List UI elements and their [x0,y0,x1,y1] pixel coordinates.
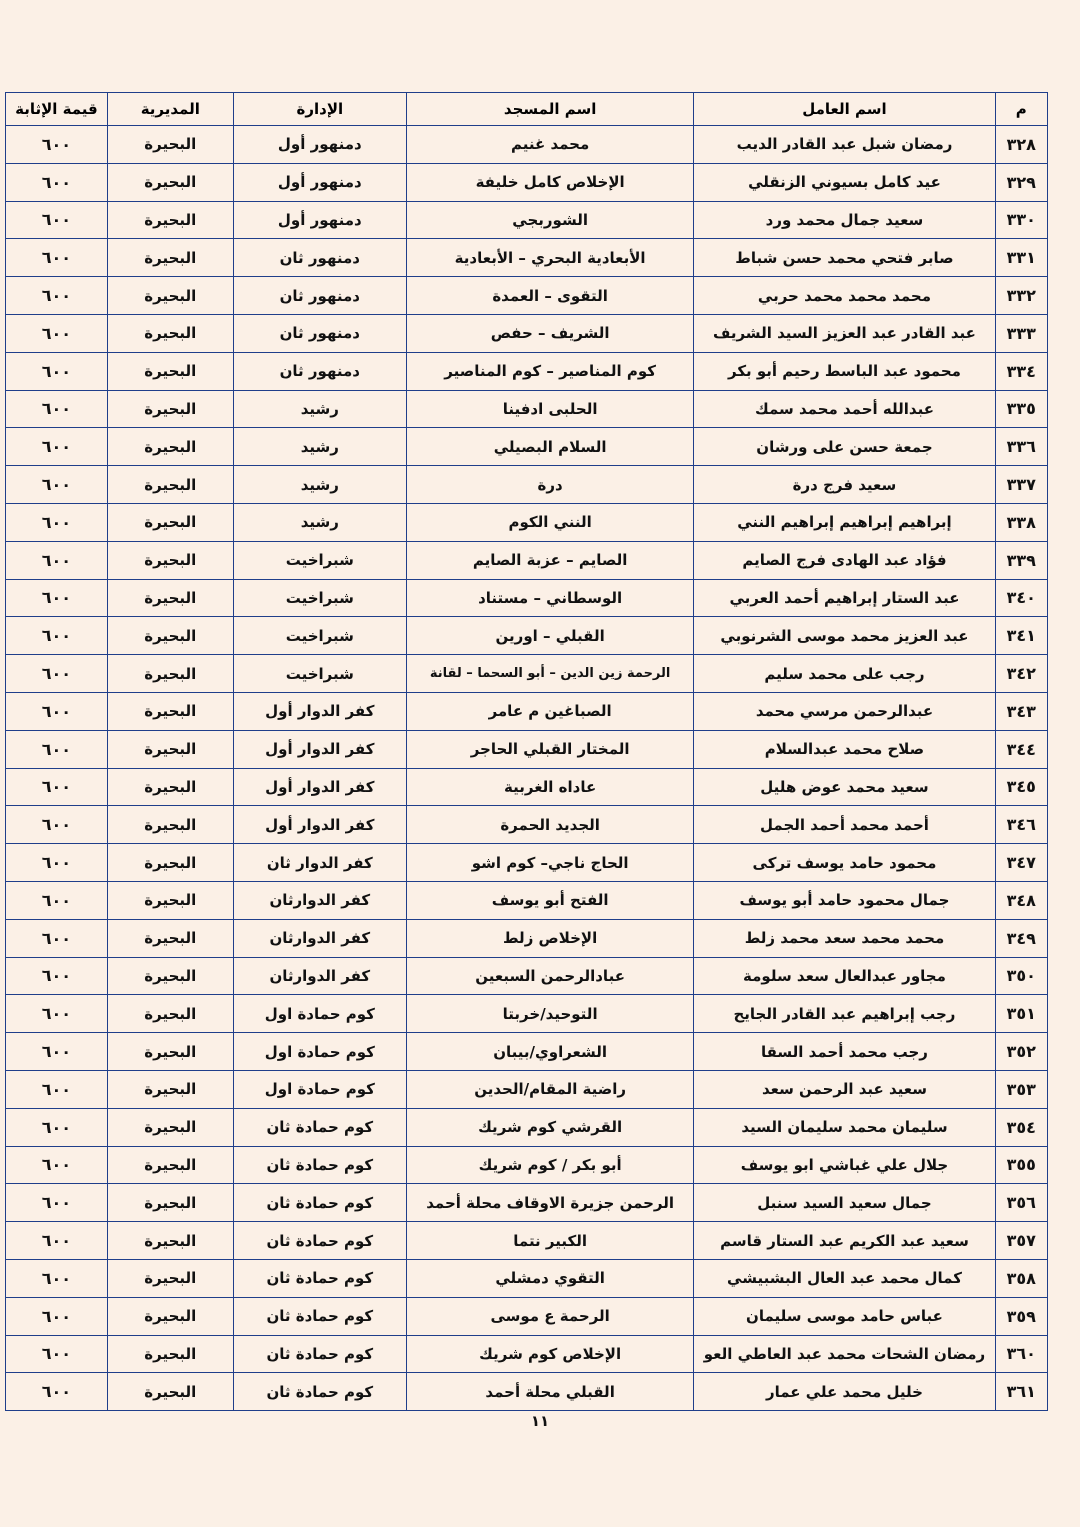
page-number: ١١ [530,1412,550,1430]
cell-directorate: البحيرة [107,1146,233,1184]
cell-directorate: البحيرة [107,201,233,239]
cell-directorate: البحيرة [107,314,233,352]
cell-num: ٣٤٥ [995,768,1047,806]
cell-reward-value: ٦٠٠ [6,352,108,390]
cell-directorate: البحيرة [107,655,233,693]
cell-num: ٣٥٩ [995,1297,1047,1335]
cell-administration: كفر الدوارثان [233,957,406,995]
table-row [6,352,1048,390]
cell-reward-value: ٦٠٠ [6,881,108,919]
cell-num: ٣٦٠ [995,1335,1047,1373]
cell-directorate: البحيرة [107,692,233,730]
cell-worker-name: عباس حامد موسى سليمان [694,1297,995,1335]
cell-administration: دمنهور ثان [233,239,406,277]
table-row [6,1222,1048,1260]
cell-directorate: البحيرة [107,844,233,882]
cell-directorate: البحيرة [107,541,233,579]
cell-administration: دمنهور ثان [233,314,406,352]
cell-mosque-name: الحاج ناجي– كوم اشو [406,844,694,882]
cell-administration: كفر الدوار ثان [233,844,406,882]
rewards-table [5,92,1048,1411]
cell-mosque-name: السلام البصيلي [406,428,694,466]
cell-mosque-name: الشوربجي [406,201,694,239]
header-mosque-name: اسم المسجد [406,93,694,126]
cell-mosque-name: الرحمن جزيرة الاوقاف محلة أحمد [406,1184,694,1222]
table-row [6,655,1048,693]
cell-worker-name: محمد محمد محمد حربي [694,277,995,315]
cell-mosque-name: الصباغين م عامر [406,692,694,730]
cell-mosque-name: الرحمة زين الدين – أبو السحما – لقانة [406,655,694,693]
cell-worker-name: سعيد محمد عوض هليل [694,768,995,806]
rewards-table-container [5,92,1048,1411]
cell-reward-value: ٦٠٠ [6,466,108,504]
cell-reward-value: ٦٠٠ [6,806,108,844]
cell-administration: رشيد [233,390,406,428]
cell-administration: دمنهور أول [233,126,406,164]
cell-mosque-name: النني الكوم [406,503,694,541]
cell-administration: دمنهور أول [233,163,406,201]
cell-mosque-name: الحلبى ادفينا [406,390,694,428]
cell-num: ٣٥٤ [995,1108,1047,1146]
cell-num: ٣٤٠ [995,579,1047,617]
cell-num: ٣٣٤ [995,352,1047,390]
cell-directorate: البحيرة [107,1335,233,1373]
cell-administration: كفر الدوار أول [233,768,406,806]
header-directorate: المديرية [107,93,233,126]
table-row [6,466,1048,504]
table-row [6,881,1048,919]
cell-worker-name: سعيد عبد الرحمن سعد [694,1070,995,1108]
cell-mosque-name: كوم المناصير – كوم المناصير [406,352,694,390]
cell-worker-name: عبدالله أحمد محمد سمك [694,390,995,428]
cell-num: ٣٣٠ [995,201,1047,239]
cell-mosque-name: القبلي محلة أحمد [406,1373,694,1411]
cell-worker-name: سليمان محمد سليمان السيد [694,1108,995,1146]
cell-num: ٣٥٢ [995,1033,1047,1071]
table-row [6,692,1048,730]
table-row [6,1373,1048,1411]
cell-reward-value: ٦٠٠ [6,1033,108,1071]
cell-administration: كوم حمادة اول [233,1033,406,1071]
cell-mosque-name: عاداه الغربية [406,768,694,806]
cell-administration: دمنهور ثان [233,352,406,390]
cell-mosque-name: الجديد الحمرة [406,806,694,844]
cell-administration: رشيد [233,466,406,504]
cell-mosque-name: التقوي دمشلي [406,1259,694,1297]
cell-num: ٣٤٦ [995,806,1047,844]
cell-mosque-name: الإخلاص كوم شريك [406,1335,694,1373]
cell-worker-name: صلاح محمد عبدالسلام [694,730,995,768]
cell-worker-name: جلال علي غباشي ابو يوسف [694,1146,995,1184]
header-worker-name: اسم العامل [694,93,995,126]
table-row [6,844,1048,882]
cell-directorate: البحيرة [107,1297,233,1335]
cell-administration: شبراخيت [233,579,406,617]
cell-num: ٣٥١ [995,995,1047,1033]
table-row [6,1146,1048,1184]
cell-num: ٣٥٨ [995,1259,1047,1297]
cell-administration: رشيد [233,503,406,541]
cell-directorate: البحيرة [107,277,233,315]
table-row [6,1033,1048,1071]
cell-worker-name: عيد كامل بسيوني الزنقلي [694,163,995,201]
cell-directorate: البحيرة [107,806,233,844]
cell-directorate: البحيرة [107,239,233,277]
cell-reward-value: ٦٠٠ [6,1259,108,1297]
table-row [6,1108,1048,1146]
cell-reward-value: ٦٠٠ [6,1108,108,1146]
cell-worker-name: مجاور عبدالعال سعد سلومة [694,957,995,995]
cell-worker-name: سعيد فرج درة [694,466,995,504]
cell-directorate: البحيرة [107,466,233,504]
cell-num: ٣٤٩ [995,919,1047,957]
table-row [6,541,1048,579]
cell-administration: كوم حمادة اول [233,995,406,1033]
cell-num: ٣٥٣ [995,1070,1047,1108]
cell-directorate: البحيرة [107,390,233,428]
table-row [6,1070,1048,1108]
table-row [6,957,1048,995]
cell-mosque-name: الوسطاني – مستناد [406,579,694,617]
cell-directorate: البحيرة [107,957,233,995]
cell-mosque-name: التوحيد/خربتا [406,995,694,1033]
cell-reward-value: ٦٠٠ [6,844,108,882]
cell-worker-name: رجب إبراهيم عبد القادر الجايح [694,995,995,1033]
cell-directorate: البحيرة [107,1184,233,1222]
cell-directorate: البحيرة [107,919,233,957]
cell-num: ٣٣٩ [995,541,1047,579]
cell-reward-value: ٦٠٠ [6,1297,108,1335]
cell-administration: كفر الدوار أول [233,730,406,768]
table-row [6,390,1048,428]
cell-num: ٣٢٨ [995,126,1047,164]
table-row [6,1297,1048,1335]
cell-num: ٣٤١ [995,617,1047,655]
cell-worker-name: سعيد جمال محمد ورد [694,201,995,239]
cell-reward-value: ٦٠٠ [6,957,108,995]
cell-num: ٣٦١ [995,1373,1047,1411]
cell-directorate: البحيرة [107,1259,233,1297]
cell-reward-value: ٦٠٠ [6,692,108,730]
cell-directorate: البحيرة [107,730,233,768]
cell-reward-value: ٦٠٠ [6,126,108,164]
cell-mosque-name: الصايم – عزبة الصايم [406,541,694,579]
cell-mosque-name: درة [406,466,694,504]
cell-num: ٣٢٩ [995,163,1047,201]
cell-reward-value: ٦٠٠ [6,1070,108,1108]
cell-administration: كوم حمادة ثان [233,1335,406,1373]
cell-num: ٣٣٥ [995,390,1047,428]
cell-mosque-name: أبو بكر / كوم شريك [406,1146,694,1184]
cell-administration: شبراخيت [233,617,406,655]
cell-num: ٣٥٥ [995,1146,1047,1184]
cell-administration: كوم حمادة اول [233,1070,406,1108]
cell-mosque-name: الرحمة ع موسى [406,1297,694,1335]
cell-reward-value: ٦٠٠ [6,1373,108,1411]
cell-num: ٣٣٢ [995,277,1047,315]
cell-administration: دمنهور أول [233,201,406,239]
cell-reward-value: ٦٠٠ [6,1335,108,1373]
cell-reward-value: ٦٠٠ [6,277,108,315]
cell-administration: كوم حمادة ثان [233,1108,406,1146]
cell-directorate: البحيرة [107,768,233,806]
table-row [6,277,1048,315]
cell-mosque-name: القرشي كوم شريك [406,1108,694,1146]
cell-num: ٣٣٨ [995,503,1047,541]
header-reward-value: قيمة الإثابة [6,93,108,126]
cell-administration: كوم حمادة ثان [233,1373,406,1411]
cell-mosque-name: التقوى – العمدة [406,277,694,315]
header-administration: الإدارة [233,93,406,126]
cell-mosque-name: الشعراوي/بيبان [406,1033,694,1071]
cell-worker-name: محمد محمد سعد محمد زلط [694,919,995,957]
table-row [6,730,1048,768]
cell-worker-name: عبد القادر عبد العزيز السيد الشريف [694,314,995,352]
table-row [6,1184,1048,1222]
cell-directorate: البحيرة [107,163,233,201]
cell-reward-value: ٦٠٠ [6,579,108,617]
table-row [6,239,1048,277]
table-row [6,163,1048,201]
cell-mosque-name: الأبعادية البحري – الأبعادية [406,239,694,277]
cell-reward-value: ٦٠٠ [6,428,108,466]
cell-directorate: البحيرة [107,617,233,655]
cell-reward-value: ٦٠٠ [6,655,108,693]
cell-worker-name: جمال محمود حامد أبو يوسف [694,881,995,919]
table-row [6,579,1048,617]
cell-worker-name: رمضان الشحات محمد عبد العاطي العو [694,1335,995,1373]
cell-reward-value: ٦٠٠ [6,1184,108,1222]
cell-worker-name: سعيد عبد الكريم عبد الستار قاسم [694,1222,995,1260]
cell-reward-value: ٦٠٠ [6,163,108,201]
cell-reward-value: ٦٠٠ [6,1146,108,1184]
cell-num: ٣٣٣ [995,314,1047,352]
cell-worker-name: خليل محمد علي عمار [694,1373,995,1411]
cell-worker-name: رجب على محمد سليم [694,655,995,693]
cell-reward-value: ٦٠٠ [6,239,108,277]
cell-num: ٣٣٧ [995,466,1047,504]
cell-directorate: البحيرة [107,503,233,541]
cell-reward-value: ٦٠٠ [6,730,108,768]
cell-directorate: البحيرة [107,1033,233,1071]
cell-reward-value: ٦٠٠ [6,1222,108,1260]
cell-directorate: البحيرة [107,1373,233,1411]
cell-administration: شبراخيت [233,655,406,693]
cell-directorate: البحيرة [107,126,233,164]
cell-num: ٣٣٦ [995,428,1047,466]
cell-administration: كفر الدوار أول [233,806,406,844]
cell-directorate: البحيرة [107,1222,233,1260]
cell-reward-value: ٦٠٠ [6,314,108,352]
cell-num: ٣٤٤ [995,730,1047,768]
cell-worker-name: رجب محمد أحمد السقا [694,1033,995,1071]
cell-worker-name: عبدالرحمن مرسي محمد [694,692,995,730]
header-num: م [995,93,1047,126]
cell-num: ٣٤٣ [995,692,1047,730]
cell-directorate: البحيرة [107,995,233,1033]
cell-reward-value: ٦٠٠ [6,919,108,957]
cell-reward-value: ٦٠٠ [6,390,108,428]
cell-reward-value: ٦٠٠ [6,995,108,1033]
table-row [6,201,1048,239]
cell-mosque-name: راضية المقام/الحدين [406,1070,694,1108]
cell-mosque-name: الإخلاص كامل خليفة [406,163,694,201]
cell-num: ٣٥٧ [995,1222,1047,1260]
cell-administration: دمنهور ثان [233,277,406,315]
table-row [6,1335,1048,1373]
cell-administration: كوم حمادة ثان [233,1297,406,1335]
cell-worker-name: محمود حامد يوسف تركى [694,844,995,882]
cell-worker-name: جمال سعيد السيد سنبل [694,1184,995,1222]
cell-worker-name: صابر فتحي محمد حسن شباط [694,239,995,277]
cell-mosque-name: الفتح أبو يوسف [406,881,694,919]
cell-administration: كفر الدوارثان [233,919,406,957]
cell-reward-value: ٦٠٠ [6,503,108,541]
table-row [6,995,1048,1033]
table-row [6,314,1048,352]
cell-reward-value: ٦٠٠ [6,768,108,806]
cell-reward-value: ٦٠٠ [6,617,108,655]
cell-administration: كوم حمادة ثان [233,1146,406,1184]
cell-num: ٣٥٠ [995,957,1047,995]
cell-administration: كفر الدوارثان [233,881,406,919]
cell-mosque-name: محمد غنيم [406,126,694,164]
table-row [6,1259,1048,1297]
cell-directorate: البحيرة [107,1108,233,1146]
cell-mosque-name: الإخلاص زلط [406,919,694,957]
cell-directorate: البحيرة [107,881,233,919]
cell-worker-name: فؤاد عبد الهادى فرج الصايم [694,541,995,579]
cell-num: ٣٤٧ [995,844,1047,882]
cell-reward-value: ٦٠٠ [6,541,108,579]
cell-mosque-name: القبلي – اورين [406,617,694,655]
cell-directorate: البحيرة [107,428,233,466]
table-row [6,617,1048,655]
table-row [6,768,1048,806]
cell-worker-name: جمعة حسن على ورشان [694,428,995,466]
cell-worker-name: إبراهيم إبراهيم إبراهيم النني [694,503,995,541]
table-body [6,126,1048,1411]
table-header-row [6,93,1048,126]
cell-mosque-name: الكبير نتما [406,1222,694,1260]
table-row [6,503,1048,541]
cell-administration: كوم حمادة ثان [233,1259,406,1297]
cell-administration: شبراخيت [233,541,406,579]
cell-mosque-name: الشريف – حفص [406,314,694,352]
cell-worker-name: أحمد محمد أحمد الجمل [694,806,995,844]
cell-mosque-name: عبادالرحمن السبعين [406,957,694,995]
cell-reward-value: ٦٠٠ [6,201,108,239]
cell-directorate: البحيرة [107,1070,233,1108]
table-row [6,919,1048,957]
cell-worker-name: عبد الستار إبراهيم أحمد العربي [694,579,995,617]
table-row [6,806,1048,844]
cell-directorate: البحيرة [107,352,233,390]
cell-mosque-name: المختار القبلي الحاجر [406,730,694,768]
cell-num: ٣٤٨ [995,881,1047,919]
table-row [6,126,1048,164]
table-row [6,428,1048,466]
cell-num: ٣٤٢ [995,655,1047,693]
cell-administration: كوم حمادة ثان [233,1184,406,1222]
cell-num: ٣٥٦ [995,1184,1047,1222]
cell-num: ٣٣١ [995,239,1047,277]
cell-administration: كوم حمادة ثان [233,1222,406,1260]
cell-directorate: البحيرة [107,579,233,617]
cell-worker-name: محمود عبد الباسط رحيم أبو بكر [694,352,995,390]
cell-worker-name: رمضان شبل عبد القادر الديب [694,126,995,164]
cell-administration: رشيد [233,428,406,466]
cell-worker-name: كمال محمد عبد العال البشبيشي [694,1259,995,1297]
cell-administration: كفر الدوار أول [233,692,406,730]
cell-worker-name: عبد العزيز محمد موسى الشرنوبي [694,617,995,655]
